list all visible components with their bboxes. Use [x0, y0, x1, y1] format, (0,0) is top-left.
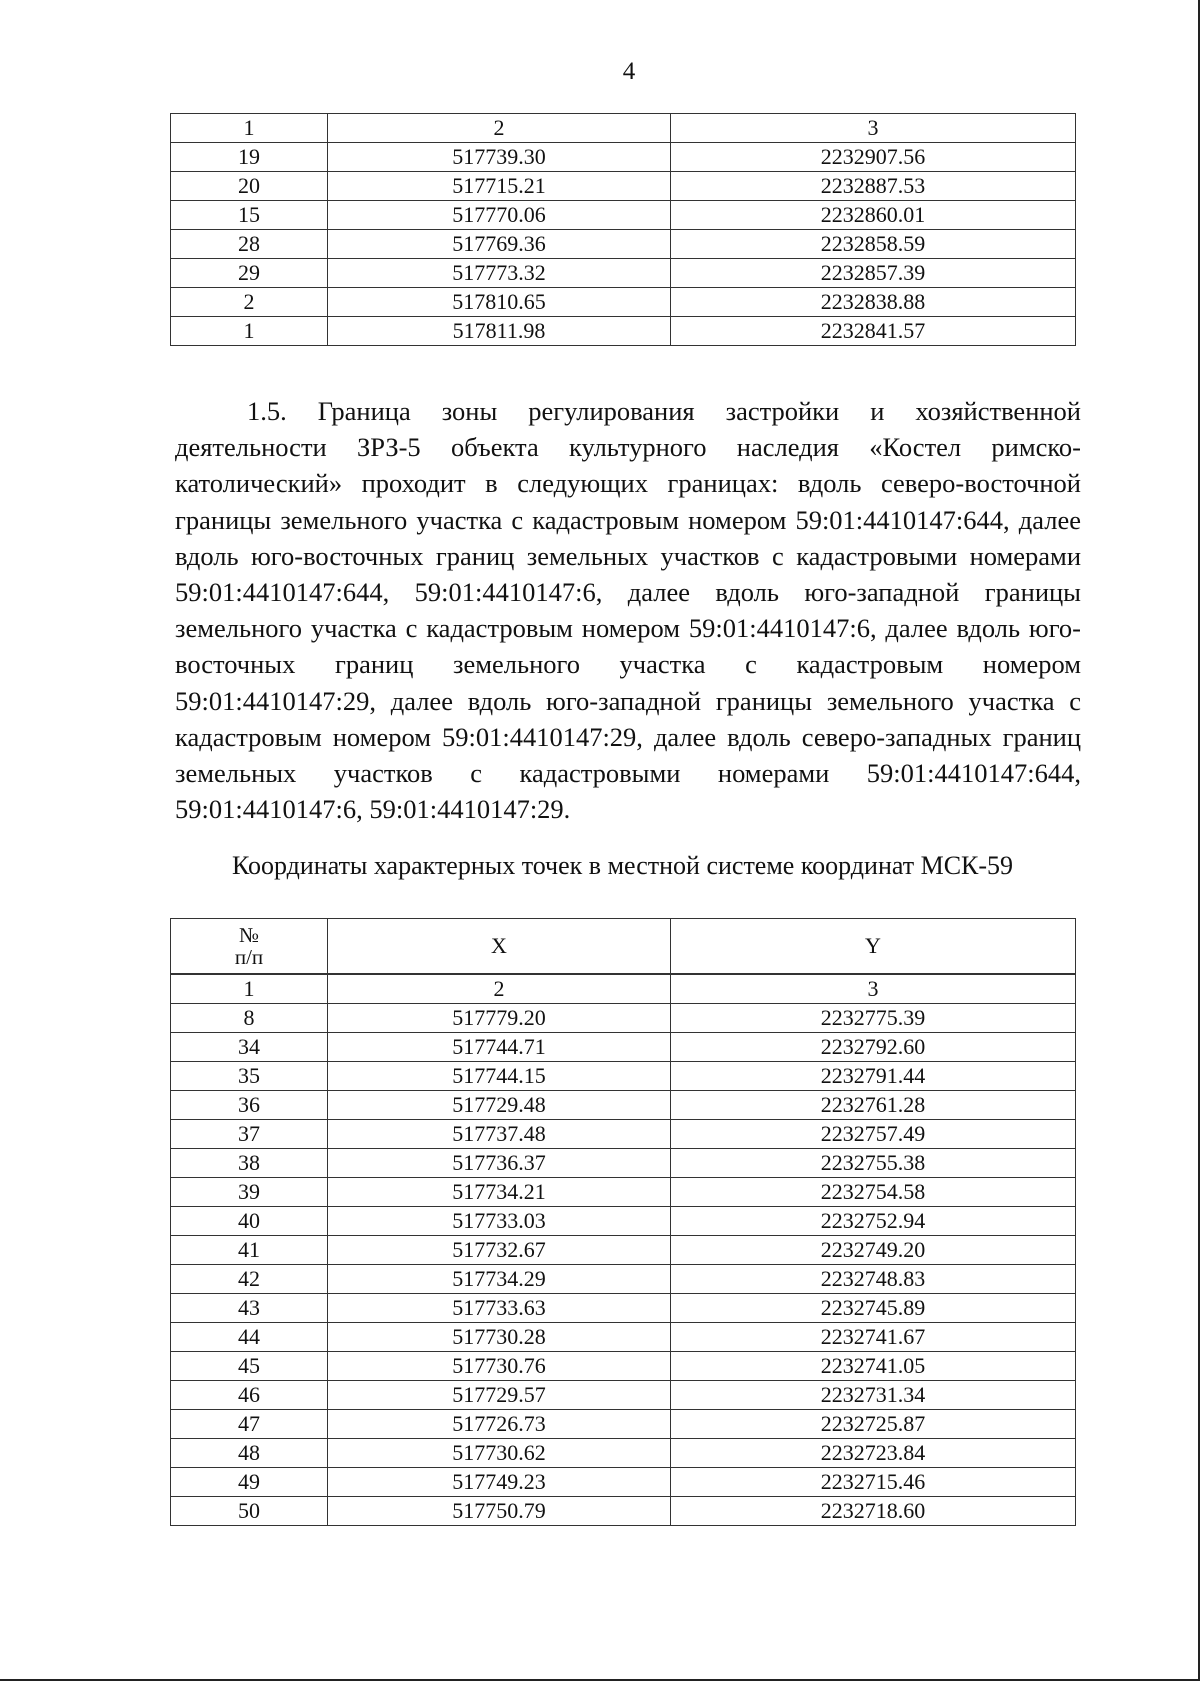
x-coordinate-cell: 517750.79 [328, 1497, 671, 1526]
x-coordinate-cell: 517769.36 [328, 230, 671, 259]
x-coordinate-cell: 517749.23 [328, 1468, 671, 1497]
table-row [171, 1236, 1076, 1265]
point-number-cell: 45 [171, 1352, 328, 1381]
x-coordinate-cell: 517726.73 [328, 1410, 671, 1439]
number-sign: № [238, 923, 260, 947]
table-row [171, 1265, 1076, 1294]
column-header-x: X [328, 919, 671, 975]
table-row [171, 1381, 1076, 1410]
y-coordinate-cell: 2232907.56 [671, 143, 1076, 172]
table-row [171, 259, 1076, 288]
point-number-cell: 49 [171, 1468, 328, 1497]
index-cell: 2 [328, 974, 671, 1004]
point-number-cell: 38 [171, 1149, 328, 1178]
table-row [171, 1497, 1076, 1526]
table-row [171, 288, 1076, 317]
table-caption: Координаты характерных точек в местной системе координат МСК-59 [231, 851, 1014, 880]
y-coordinate-cell: 2232755.38 [671, 1149, 1076, 1178]
table-row [171, 317, 1076, 346]
table-row [171, 1207, 1076, 1236]
point-number-cell: 1 [171, 317, 328, 346]
page-number: 4 [622, 58, 636, 85]
point-number-cell: 48 [171, 1439, 328, 1468]
point-number-cell: 36 [171, 1091, 328, 1120]
x-coordinate-cell: 517732.67 [328, 1236, 671, 1265]
table-row [171, 201, 1076, 230]
table-body [171, 114, 1076, 346]
table-row [171, 1149, 1076, 1178]
point-number-cell: 47 [171, 1410, 328, 1439]
coordinates-table [170, 918, 1076, 1526]
table-row [171, 1062, 1076, 1091]
y-coordinate-cell: 2232731.34 [671, 1381, 1076, 1410]
x-coordinate-cell: 517729.57 [328, 1381, 671, 1410]
y-coordinate-cell: 2232761.28 [671, 1091, 1076, 1120]
table-row [171, 1004, 1076, 1033]
x-coordinate-cell: 517733.63 [328, 1294, 671, 1323]
point-number-cell: 28 [171, 230, 328, 259]
y-coordinate-cell: 2232757.49 [671, 1120, 1076, 1149]
x-coordinate-cell: 517779.20 [328, 1004, 671, 1033]
y-coordinate-cell: 2232887.53 [671, 172, 1076, 201]
point-number-cell: 46 [171, 1381, 328, 1410]
table-row [171, 172, 1076, 201]
y-coordinate-cell: 2232792.60 [671, 1033, 1076, 1062]
point-number-cell: 8 [171, 1004, 328, 1033]
point-number-cell: 2 [171, 288, 328, 317]
y-coordinate-cell: 2232838.88 [671, 288, 1076, 317]
table-row [171, 1294, 1076, 1323]
point-number-cell: 35 [171, 1062, 328, 1091]
point-number-cell: 42 [171, 1265, 328, 1294]
y-coordinate-cell: 2232725.87 [671, 1410, 1076, 1439]
x-coordinate-cell: 517734.21 [328, 1178, 671, 1207]
x-coordinate-cell: 517737.48 [328, 1120, 671, 1149]
table-row [171, 1410, 1076, 1439]
point-number-cell: 15 [171, 201, 328, 230]
point-number-cell: 44 [171, 1323, 328, 1352]
table-body [171, 974, 1076, 1526]
number-abbrev: п/п [234, 945, 264, 969]
table-row [171, 1468, 1076, 1497]
x-coordinate-cell: 517729.48 [328, 1091, 671, 1120]
y-coordinate-cell: 2232741.05 [671, 1352, 1076, 1381]
y-coordinate-cell: 2232723.84 [671, 1439, 1076, 1468]
y-coordinate-cell: 2232741.67 [671, 1323, 1076, 1352]
table-row [171, 1120, 1076, 1149]
x-coordinate-cell: 517739.30 [328, 143, 671, 172]
y-coordinate-cell: 2232857.39 [671, 259, 1076, 288]
x-coordinate-cell: 517810.65 [328, 288, 671, 317]
point-number-cell: 19 [171, 143, 328, 172]
point-number-cell: 34 [171, 1033, 328, 1062]
x-coordinate-cell: 517811.98 [328, 317, 671, 346]
column-header-y: Y [671, 919, 1076, 975]
y-coordinate-cell: 2232858.59 [671, 230, 1076, 259]
point-number-cell: 40 [171, 1207, 328, 1236]
index-cell: 3 [671, 114, 1076, 143]
table-row [171, 1323, 1076, 1352]
x-coordinate-cell: 517734.29 [328, 1265, 671, 1294]
index-cell: 1 [171, 974, 328, 1004]
table-row [171, 1091, 1076, 1120]
x-coordinate-cell: 517773.32 [328, 259, 671, 288]
y-coordinate-cell: 2232754.58 [671, 1178, 1076, 1207]
point-number-cell: 37 [171, 1120, 328, 1149]
y-coordinate-cell: 2232775.39 [671, 1004, 1076, 1033]
table-index-row [171, 114, 1076, 143]
x-coordinate-cell: 517733.03 [328, 1207, 671, 1236]
y-coordinate-cell: 2232748.83 [671, 1265, 1076, 1294]
y-coordinate-cell: 2232715.46 [671, 1468, 1076, 1497]
boundary-description-paragraph: 1.5. Граница зоны регулирования застройки и хозяйственной деятельности ЗРЗ-5 объекта культурного наследия «Костел римско-католический» проходит в следующих границах: вдоль северо-восточной границы земельного участка с кадастровым номером 59:01:4410147:644, далее вдоль юго-восточных границ земельных участков с кадастровыми номерами 59:01:4410147:644, 59:01:4410147:6, далее вдоль юго-западной границы земельного участка с кадастровым номером 59:01:4410147:6, далее вдоль юго-восточных границ земельного участка с кадастровым номером 59:01:4410147:29, далее вдоль юго-западной границы земельного участка с кадастровым номером 59:01:4410147:29, далее вдоль северо-западных границ земельных участков с кадастровыми номерами 59:01:4410147:644, 59:01:4410147:6, 59:01:4410147:29. [175, 396, 1081, 825]
point-number-cell: 39 [171, 1178, 328, 1207]
table-row [171, 143, 1076, 172]
x-coordinate-cell: 517715.21 [328, 172, 671, 201]
x-coordinate-cell: 517730.62 [328, 1439, 671, 1468]
table-header-row [171, 919, 1076, 975]
point-number-cell: 43 [171, 1294, 328, 1323]
point-number-cell: 29 [171, 259, 328, 288]
y-coordinate-cell: 2232749.20 [671, 1236, 1076, 1265]
table-row [171, 1033, 1076, 1062]
column-header-number [171, 919, 328, 975]
table-row [171, 230, 1076, 259]
point-number-cell: 41 [171, 1236, 328, 1265]
x-coordinate-cell: 517736.37 [328, 1149, 671, 1178]
y-coordinate-cell: 2232745.89 [671, 1294, 1076, 1323]
table-row [171, 1439, 1076, 1468]
index-cell: 1 [171, 114, 328, 143]
x-coordinate-cell: 517744.71 [328, 1033, 671, 1062]
point-number-cell: 50 [171, 1497, 328, 1526]
y-coordinate-cell: 2232718.60 [671, 1497, 1076, 1526]
index-cell: 2 [328, 114, 671, 143]
y-coordinate-cell: 2232752.94 [671, 1207, 1076, 1236]
x-coordinate-cell: 517770.06 [328, 201, 671, 230]
y-coordinate-cell: 2232841.57 [671, 317, 1076, 346]
table-row [171, 1352, 1076, 1381]
y-coordinate-cell: 2232860.01 [671, 201, 1076, 230]
point-number-cell: 20 [171, 172, 328, 201]
x-coordinate-cell: 517730.76 [328, 1352, 671, 1381]
x-coordinate-cell: 517744.15 [328, 1062, 671, 1091]
coordinates-table-continued [170, 113, 1076, 346]
table-row [171, 1178, 1076, 1207]
table-index-row [171, 974, 1076, 1004]
x-coordinate-cell: 517730.28 [328, 1323, 671, 1352]
index-cell: 3 [671, 974, 1076, 1004]
y-coordinate-cell: 2232791.44 [671, 1062, 1076, 1091]
